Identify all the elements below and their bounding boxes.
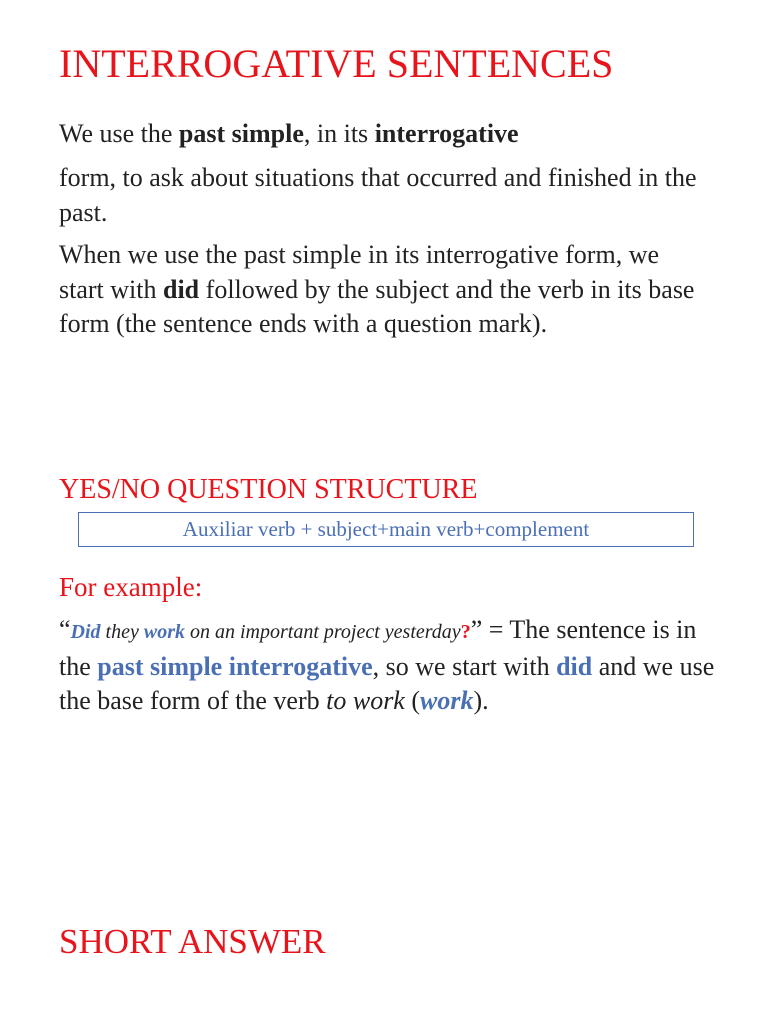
example-paren-close: ). bbox=[473, 686, 489, 715]
example-work-2: work bbox=[420, 686, 474, 715]
intro-text: , in its bbox=[303, 119, 375, 148]
example-mid-2: and we use the base form of the verb bbox=[59, 651, 715, 715]
intro-line-2: form, to ask about situations that occurred and finished in the past. bbox=[59, 163, 697, 227]
rule-text: When we use the past simple in its interrogative form, we start with bbox=[59, 240, 660, 304]
example-psi: past simple interrogative bbox=[97, 651, 373, 681]
formula-box: Auxiliar verb + subject+main verb+complement bbox=[78, 512, 694, 547]
intro-text: We use the bbox=[59, 119, 179, 148]
example-heading: For example: bbox=[59, 572, 203, 602]
intro-bold-interrogative: interrogative bbox=[374, 119, 519, 148]
example-sentence bbox=[71, 621, 461, 643]
rule-bold-did: did bbox=[163, 274, 200, 304]
example-did: Did bbox=[70, 621, 101, 643]
short-answer-heading: SHORT ANSWER bbox=[59, 922, 326, 961]
page-title: INTERROGATIVE SENTENCES bbox=[59, 41, 614, 86]
example-paragraph bbox=[59, 613, 719, 719]
example-close-quote: ” = The sentence is in the bbox=[59, 615, 697, 681]
rule-paragraph bbox=[59, 238, 709, 342]
example-mid: , so we start with bbox=[372, 651, 557, 681]
example-rest: on an important project yesterday bbox=[184, 621, 461, 643]
intro-bold-past-simple: past simple bbox=[178, 119, 304, 148]
example-to-work: to work bbox=[326, 686, 405, 715]
yes-no-heading: YES/NO QUESTION STRUCTURE bbox=[59, 474, 478, 505]
intro-line-1 bbox=[59, 117, 709, 152]
open-quote: “ bbox=[59, 615, 71, 644]
example-did-2: did bbox=[556, 651, 593, 681]
example-they: they bbox=[100, 621, 144, 643]
example-work: work bbox=[143, 621, 185, 643]
example-question-mark: ? bbox=[460, 621, 471, 643]
example-paren-open: ( bbox=[404, 686, 421, 715]
rule-text: followed by the subject and the verb in its base form (the sentence ends with a question mark). bbox=[59, 274, 695, 338]
